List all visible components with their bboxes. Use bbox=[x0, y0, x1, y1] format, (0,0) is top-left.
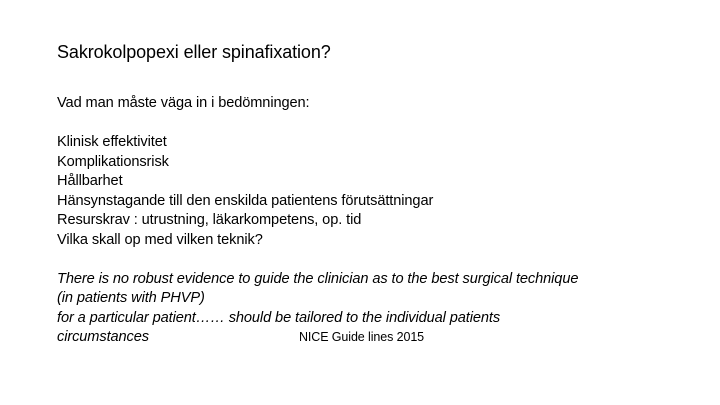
quote-line: There is no robust evidence to guide the clinician as to the best surgical technique bbox=[57, 270, 579, 287]
spacer bbox=[57, 114, 697, 134]
reference-citation: NICE Guide lines 2015 bbox=[298, 330, 425, 344]
quote-last-line bbox=[57, 328, 697, 348]
quote-line: circumstances bbox=[57, 329, 149, 345]
spacer bbox=[57, 250, 697, 270]
quote-line: (in patients with PHVP) bbox=[57, 290, 205, 306]
criteria-item: Resurskrav : utrustning, läkarkompetens, op. tid bbox=[57, 212, 362, 228]
slide-body bbox=[57, 94, 697, 348]
criteria-item: Komplikationsrisk bbox=[57, 153, 169, 170]
intro-text: Vad man måste väga in i bedömningen: bbox=[57, 95, 310, 111]
quote-line: for a particular patient…… should be tailored to the individual patients bbox=[57, 309, 501, 326]
slide-title: Sakrokolpopexi eller spinafixation? bbox=[57, 42, 331, 62]
criteria-item: Hållbarhet bbox=[57, 173, 123, 189]
criteria-item: Hänsynstagande till den enskilda patientens förutsättningar bbox=[57, 192, 434, 209]
criteria-item: Vilka skall op med vilken teknik? bbox=[57, 231, 263, 248]
criteria-item: Klinisk effektivitet bbox=[57, 134, 167, 150]
